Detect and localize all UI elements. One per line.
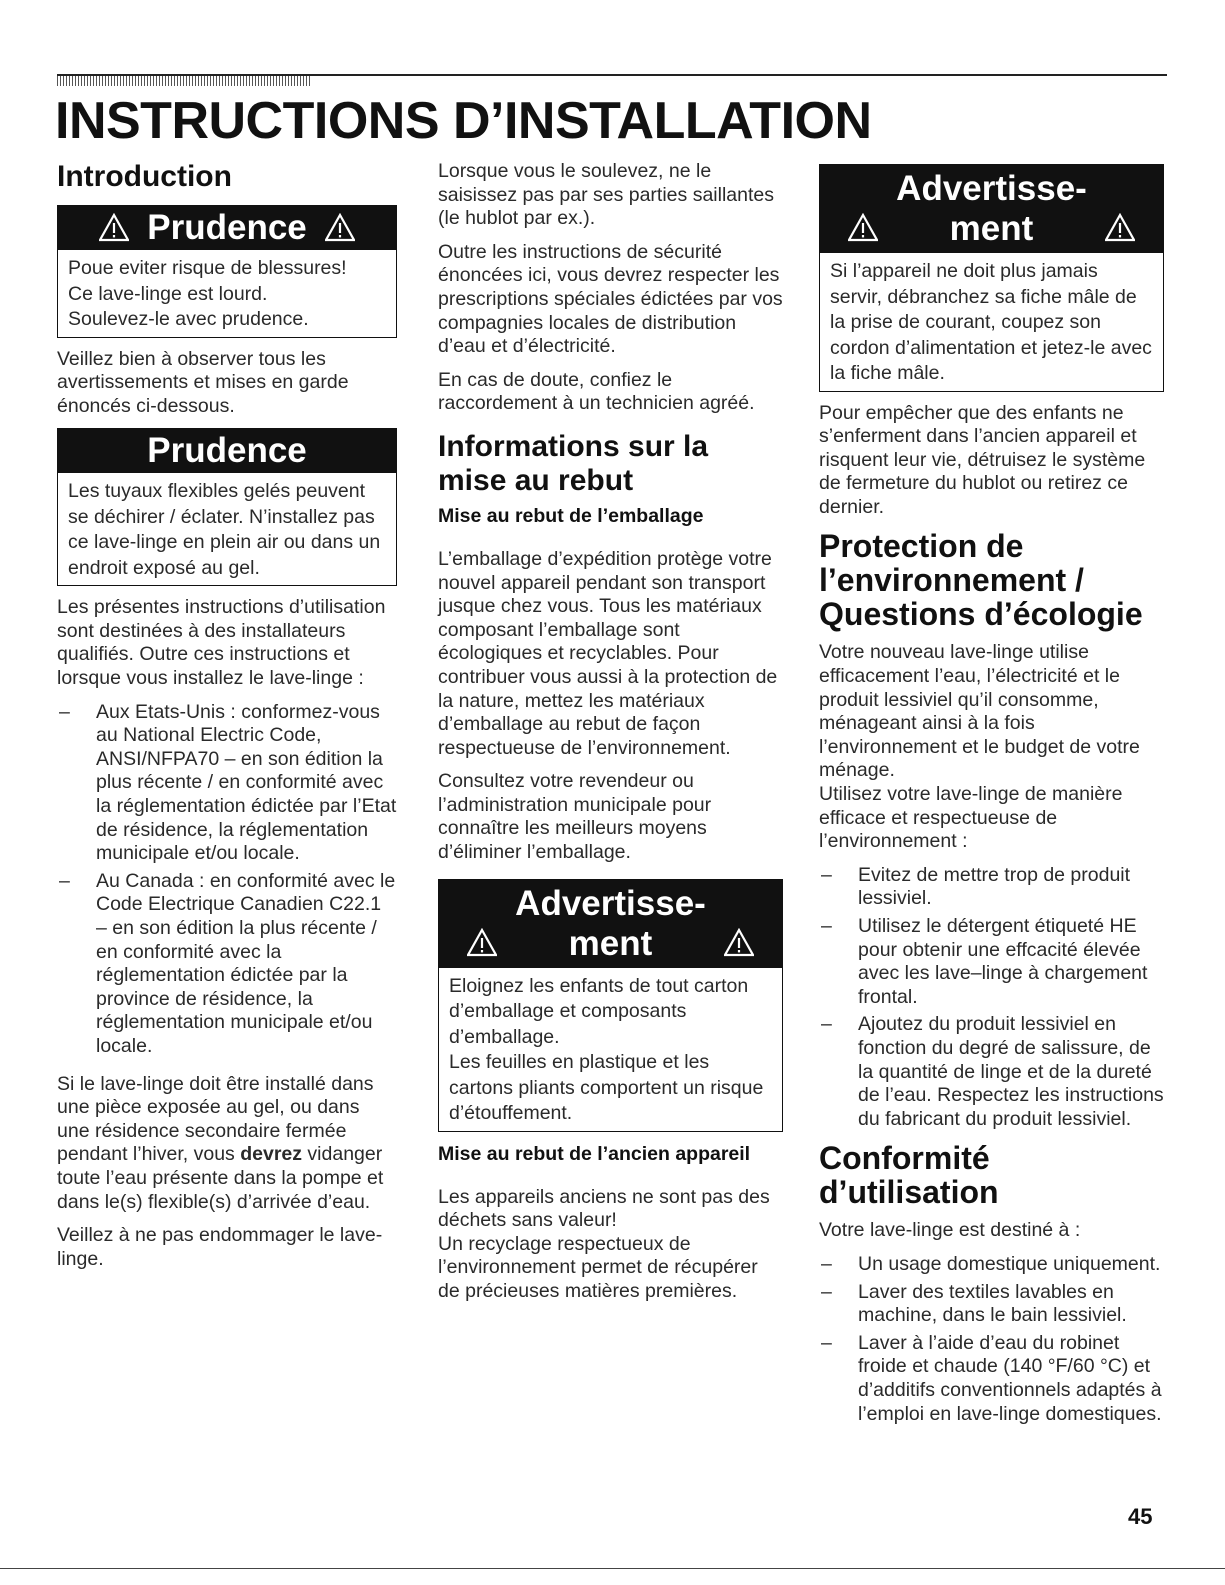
- frost-text: Si le lave-linge doit être installé dans une pièce exposée au gel, ou dans une résidence secondaire fermée pendant l’hiver, vous: [57, 1072, 374, 1166]
- caution-box-header: [58, 206, 396, 250]
- paragraph-use: Utilisez votre lave-linge de manière efficace et respectueuse de l’environnement :: [819, 783, 1123, 853]
- column-3: [819, 164, 1164, 1436]
- warning-box-header: [820, 165, 1163, 253]
- paragraph-children: Pour empêcher que des enfants ne s’enferment dans l’ancien appareil et risquent leur vie, détruisez le système de fermeture du hublot ou retirez ce dernier.: [819, 401, 1146, 518]
- caution-box-header: [58, 429, 396, 473]
- warning-triangle-icon: [325, 213, 355, 243]
- environment-list: [819, 864, 1164, 1132]
- warning-box-header: [439, 880, 782, 968]
- caution-title: Prudence: [147, 208, 307, 247]
- paragraph-observe: Veillez bien à observer tous les avertissements et mises en garde énoncés ci-dessous.: [57, 347, 349, 417]
- regulation-list: [57, 701, 397, 1059]
- heading-environment: Protection de l’environnement / Questions d’écologie: [819, 528, 1143, 633]
- warning-title-line: Advertisse-: [896, 169, 1087, 208]
- warning-triangle-icon: [99, 213, 129, 243]
- paragraph-new: Votre nouveau lave-linge utilise efficacement l’eau, l’électricité et le produit lessiviel qu’il consomme, ménageant ainsi à la fois l’environnement et le budget de votre ménage.: [819, 641, 1140, 782]
- list-item: – Aux Etats-Unis : conformez-vous au National Electric Code, ANSI/NFPA70 – en son édition la plus récente / en conformité avec la réglementation édictée par l’Etat de résidence, la réglementation municipale et/ou locale.: [57, 701, 397, 866]
- paragraph-consult: Consultez votre revendeur ou l’administration municipale pour connaître les meilleurs moyens d’éliminer l’emballage.: [438, 770, 712, 864]
- caution-line: Poue eviter risque de blessures!: [68, 257, 347, 279]
- list-item: – Laver à l’aide d’eau du robinet froide et chaude (140 °F/60 °C) et d’additifs conventionnels adaptés à l’emploi en lave-linge domestiques.: [819, 1332, 1164, 1426]
- caution-box-body: [58, 473, 396, 585]
- bottom-rule: [0, 1568, 1225, 1569]
- paragraph-frost: [57, 1073, 397, 1215]
- frost-emphasis: devrez: [240, 1143, 303, 1166]
- list-item: – Evitez de mettre trop de produit lessiviel.: [819, 864, 1164, 911]
- paragraph-rules: Outre les instructions de sécurité énoncées ici, vous devrez respecter les prescriptions spéciales édictées par vos compagnies locales de distribution d’eau et d’électricité.: [438, 240, 783, 358]
- heading-conformity: Conformité d’utilisation: [819, 1140, 999, 1211]
- warning-title: [896, 169, 1087, 249]
- column-2: [438, 160, 783, 1314]
- paragraph-damage: Veillez à ne pas endommager le lave-linge.: [57, 1224, 383, 1270]
- caution-text: Les tuyaux flexibles gelés peuvent se déchirer / éclater. N’installez pas ce lave-linge en plein air ou dans un endroit exposé au gel.: [68, 480, 381, 579]
- warning-line: Eloignez les enfants de tout carton d’emballage et composants d’emballage.: [449, 974, 749, 1048]
- paragraph-recycle: Un recyclage respectueux de l’environnement permet de récupérer de précieuses matières premières.: [438, 1232, 758, 1303]
- warning-triangle-icon: [467, 928, 497, 958]
- caution-title: Prudence: [147, 431, 307, 471]
- paragraph-packaging: L’emballage d’expédition protège votre nouvel appareil pendant son transport jusque chez vous. Tous les matériaux composant l’emballage sont écologiques et recyclables. Pour contribuer vous aussi à la protection de la nature, mettez les matériaux d’emballage au rebut de façon respectueuse de l’environnement.: [438, 547, 778, 759]
- paragraph-doubt: En cas de doute, confiez le raccordement à un technicien agréé.: [438, 368, 755, 415]
- column-1: [57, 160, 397, 1281]
- warning-triangle-icon: [1105, 213, 1135, 243]
- warning-title-line: ment: [949, 209, 1034, 248]
- list-item: – Ajoutez du produit lessiviel en fonction du degré de salissure, de la quantité de linge et de la dureté de l’eau. Respectez les instructions du fabricant du produit lessiviel.: [819, 1013, 1164, 1131]
- warning-line: Les feuilles en plastique et les cartons pliants comportent un risque d’étouffement.: [449, 1051, 764, 1125]
- caution-line: Ce lave-linge est lourd.: [68, 282, 268, 305]
- warning-box-body: [439, 968, 782, 1131]
- list-item: – Laver des textiles lavables en machine, dans le bain lessiviel.: [819, 1281, 1164, 1328]
- warning-title-line: ment: [568, 923, 653, 963]
- paragraph-instructions: Les présentes instructions d’utilisation sont destinées à des installateurs qualifiés. Outre ces instructions et lorsque vous installez le lave-linge :: [57, 596, 386, 690]
- warning-title-line: Advertisse-: [515, 883, 706, 923]
- page-number: 45: [1128, 1504, 1153, 1529]
- paragraph-conformity: Votre lave-linge est destiné à :: [819, 1219, 1081, 1242]
- frost-text: vidanger toute l’eau présente dans la pompe et dans le(s) flexible(s) d’arrivée d’eau.: [57, 1143, 384, 1213]
- warning-box-body: [820, 253, 1163, 391]
- warning-title: [515, 884, 706, 964]
- caution-box-body: [58, 250, 396, 337]
- list-item: – Un usage domestique uniquement.: [819, 1253, 1164, 1277]
- caution-box-frost: [57, 428, 397, 586]
- paragraph-lift: Lorsque vous le soulevez, ne le saisissez pas par ses parties saillantes (le hublot par ex.).: [438, 160, 774, 230]
- page-title: INSTRUCTIONS D’INSTALLATION: [55, 92, 872, 150]
- warning-triangle-icon: [848, 213, 878, 243]
- conformity-list: [819, 1253, 1164, 1426]
- heading-disposal: Informations sur la mise au rebut: [438, 429, 709, 497]
- warning-box-packaging: [438, 879, 783, 1132]
- paragraph-old: Les appareils anciens ne sont pas des déchets sans valeur!: [438, 1185, 770, 1232]
- warning-triangle-icon: [724, 928, 754, 958]
- subheading-old-appliance: Mise au rebut de l’ancien appareil: [438, 1142, 751, 1165]
- list-item: – Utilisez le détergent étiqueté HE pour obtenir une effcacité élevée avec les lave–linge à chargement frontal.: [819, 915, 1164, 1009]
- caution-box-lift: [57, 205, 397, 338]
- heading-introduction: Introduction: [57, 160, 232, 193]
- caution-line: Soulevez-le avec prudence.: [68, 308, 309, 330]
- header-hatch-bar: [57, 76, 312, 86]
- warning-text: Si l’appareil ne doit plus jamais servir, débranchez sa fiche mâle de la prise de courant, coupez son cordon d’alimentation et jetez-le avec la fiche mâle.: [830, 260, 1152, 384]
- subheading-packaging: Mise au rebut de l’emballage: [438, 504, 704, 527]
- list-item: – Au Canada : en conformité avec le Code Electrique Canadien C22.1 – en son édition la plus récente / en conformité avec la réglementation édictée par la province de résidence, la réglementation municipale et/ou locale.: [57, 870, 397, 1059]
- warning-box-old-appliance: [819, 164, 1164, 392]
